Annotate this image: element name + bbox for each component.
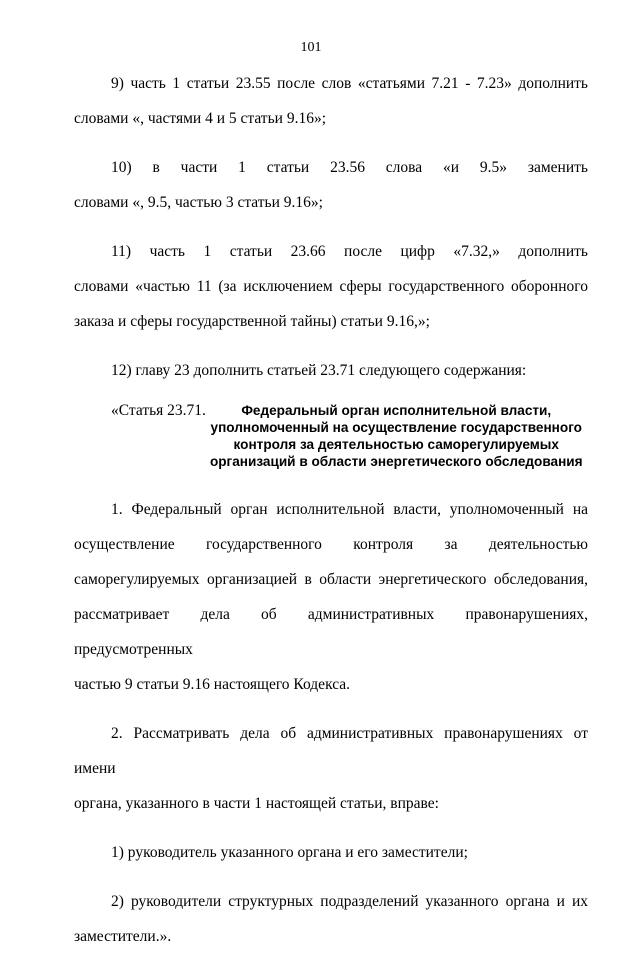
article-heading (74, 402, 588, 470)
text-line: 9) часть 1 статьи 23.55 после слов «статьями 7.21 - 7.23» дополнить (111, 75, 588, 92)
text-line: саморегулируемых организацией в области энергетического обследования, (74, 571, 588, 588)
document-body (74, 66, 588, 968)
text-line: осуществление государственного контроля за деятельностью (74, 536, 588, 553)
amendment-item-9 (74, 66, 588, 136)
text-line: 11) часть 1 статьи 23.66 после цифр «7.32,» дополнить (111, 243, 588, 260)
page-number: 101 (300, 40, 322, 55)
article-label: «Статья 23.71. (111, 402, 206, 419)
text-line: заместители.». (74, 928, 172, 945)
text-line: словами «частью 11 (за исключением сферы государственного оборонного (74, 278, 588, 295)
text-line: 2) руководители структурных подразделений указанного органа и их (111, 893, 588, 910)
article-title-line: организаций в области энергетического обследования (209, 454, 583, 469)
amendment-item-10 (74, 150, 588, 220)
article-title-line: контроля за деятельностью саморегулируемых (233, 437, 559, 452)
text-line: частью 9 статьи 9.16 настоящего Кодекса. (74, 676, 351, 693)
article-title (206, 402, 583, 470)
text-line: словами «, 9.5, частью 3 статьи 9.16»; (74, 194, 323, 211)
amendment-item-12 (74, 353, 588, 388)
text-line: заказа и сферы государственной тайны) статьи 9.16,»; (74, 313, 430, 330)
article-paragraph-1 (74, 492, 588, 702)
text-line: органа, указанного в части 1 настоящей статьи, вправе: (74, 795, 439, 812)
text-line: 10) в части 1 статьи 23.56 слова «и 9.5» заменить (111, 159, 588, 176)
article-subitem-2 (74, 884, 588, 954)
text-line: 1) руководитель указанного органа и его заместители; (111, 844, 468, 861)
article-paragraph-2 (74, 716, 588, 821)
article-subitem-1 (74, 835, 588, 870)
text-line: словами «, частями 4 и 5 статьи 9.16»; (74, 110, 327, 127)
text-line: 2. Рассматривать дела об административных правонарушениях от имени (74, 725, 588, 777)
amendment-item-11 (74, 234, 588, 339)
text-line: рассматривает дела об административных правонарушениях, предусмотренных (74, 606, 588, 658)
article-title-line: уполномоченный на осуществление государственного (210, 420, 582, 435)
text-line: 12) главу 23 дополнить статьей 23.71 следующего содержания: (111, 362, 527, 379)
text-line: 1. Федеральный орган исполнительной власти, уполномоченный на (111, 501, 588, 518)
article-title-line: Федеральный орган исполнительной власти, (241, 403, 552, 418)
